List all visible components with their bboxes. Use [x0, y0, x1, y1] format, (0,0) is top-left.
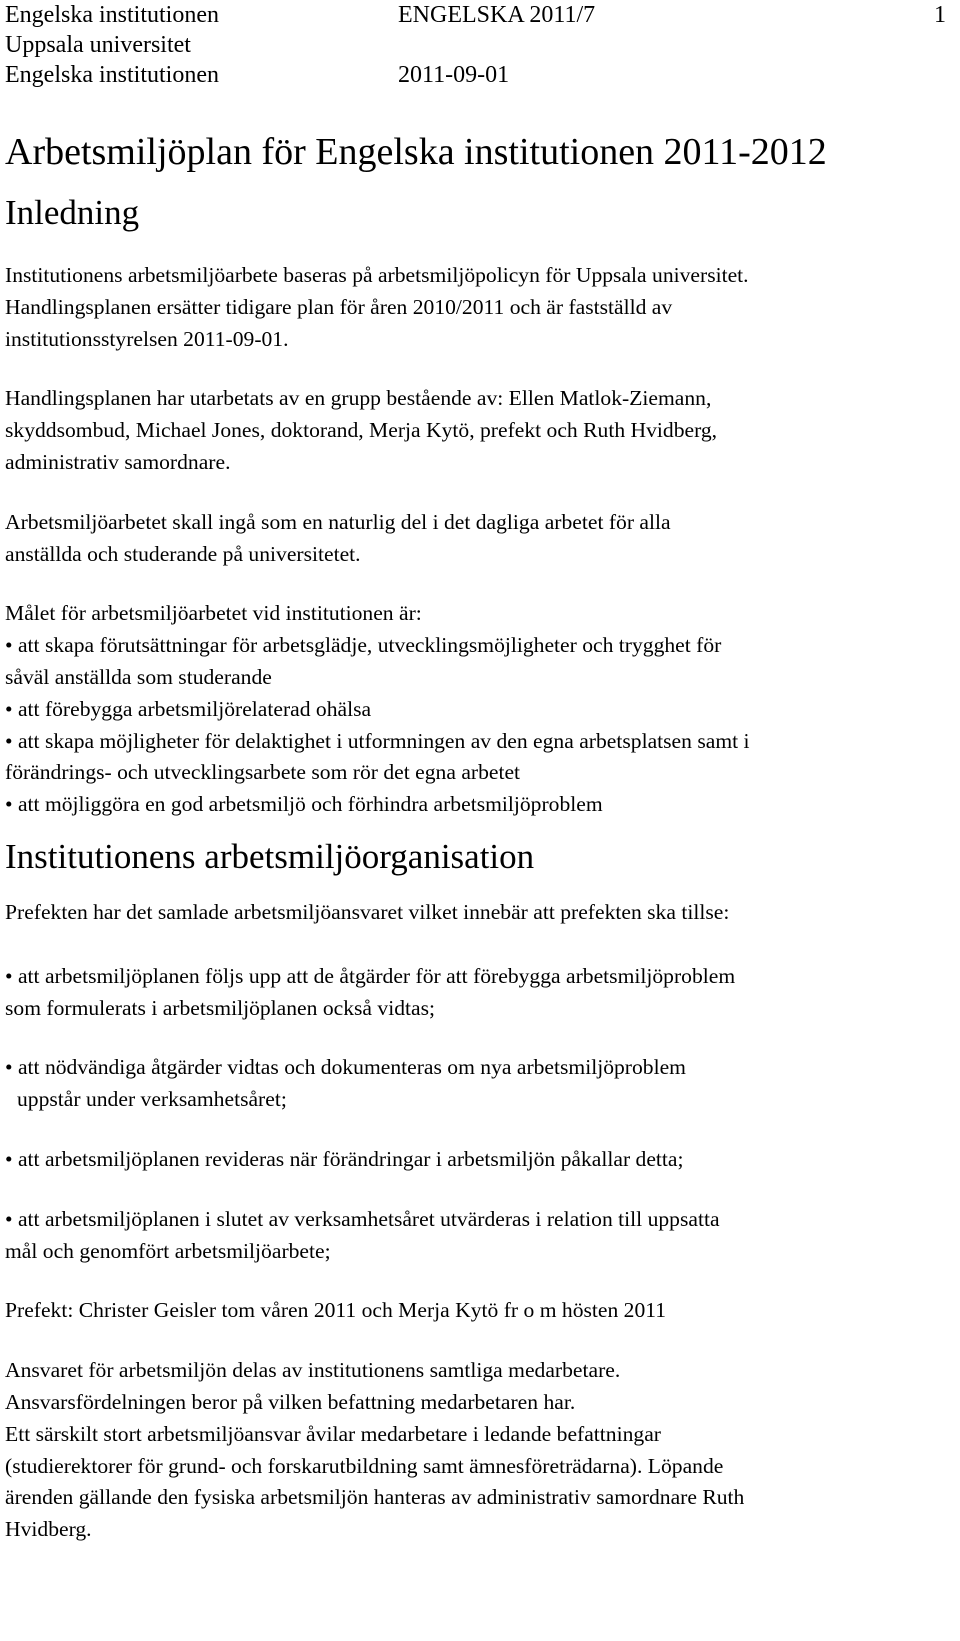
duty-bullet-item: • att nödvändiga åtgärder vidtas och dokumenteras om nya arbetsmiljöproblem — [5, 1055, 686, 1080]
duty-bullet-item: • att arbetsmiljöplanen i slutet av verksamhetsåret utvärderas i relation till uppsatta — [5, 1206, 720, 1231]
duty-bullet-item: • att arbetsmiljöplanen följs upp att de åtgärder för att förebygga arbetsmiljöproblem — [5, 963, 736, 988]
paragraph-line: skyddsombud, Michael Jones, doktorand, Merja Kytö, prefekt och Ruth Hvidberg, — [5, 418, 718, 443]
goal-bullet-item: • att möjliggöra en god arbetsmiljö och förhindra arbetsmiljöproblem — [5, 792, 603, 817]
responsibility-line: Ansvaret för arbetsmiljön delas av institutionens samtliga medarbetare. — [5, 1358, 621, 1383]
goal-bullet-item: • att skapa möjligheter för delaktighet i utformningen av den egna arbetsplatsen samt i — [5, 728, 750, 753]
paragraph-line: Arbetsmiljöarbetet skall ingå som en naturlig del i det dagliga arbetet för alla — [5, 509, 671, 534]
duty-bullet-continuation: uppstår under verksamhetsåret; — [17, 1087, 287, 1112]
duty-bullet-continuation: mål och genomfört arbetsmiljöarbete; — [5, 1238, 331, 1263]
responsibility-line: Ansvarsfördelningen beror på vilken befattning medarbetaren har. — [5, 1389, 576, 1414]
section-heading-inledning: Inledning — [5, 193, 140, 232]
document-body — [5, 128, 945, 1546]
responsibility-line: Ett särskilt stort arbetsmiljöansvar åvilar medarbetare i ledande befattningar — [5, 1421, 661, 1446]
header-left-line-3: Engelska institutionen — [5, 62, 219, 88]
page-number: 1 — [934, 2, 946, 28]
header-left-line-1: Engelska institutionen — [5, 2, 219, 28]
header-left-line-2: Uppsala universitet — [5, 32, 191, 58]
document-title: Arbetsmiljöplan för Engelska institutionen 2011-2012 — [5, 131, 827, 173]
prefekt-line: Prefekt: Christer Geisler tom våren 2011 och Merja Kytö fr o m hösten 2011 — [5, 1298, 667, 1323]
responsibility-line: Hvidberg. — [5, 1517, 92, 1542]
responsibility-line: ärenden gällande den fysiska arbetsmiljön hanteras av administrativ samordnare Ruth — [5, 1485, 745, 1510]
duty-bullet-continuation: som formulerats i arbetsmiljöplanen också vidtas; — [5, 995, 435, 1020]
paragraph-line: Handlingsplanen ersätter tidigare plan för åren 2010/2011 och är fastställd av — [5, 294, 673, 319]
paragraph-line: administrativ samordnare. — [5, 449, 231, 474]
header-date: 2011-09-01 — [398, 62, 510, 88]
paragraph-line: institutionsstyrelsen 2011-09-01. — [5, 326, 289, 351]
section-heading-organisation: Institutionens arbetsmiljöorganisation — [5, 836, 535, 876]
goal-bullet-continuation: såväl anställda som studerande — [5, 664, 272, 689]
responsibility-line: (studierektorer för grund- och forskarutbildning samt ämnesföreträdarna). Löpande — [5, 1453, 724, 1478]
goal-bullet-item: • att förebygga arbetsmiljörelaterad ohälsa — [5, 696, 372, 721]
header-document-id: ENGELSKA 2011/7 — [398, 2, 596, 28]
goals-lead: Målet för arbetsmiljöarbetet vid institutionen är: — [5, 601, 422, 626]
organisation-lead: Prefekten har det samlade arbetsmiljöansvaret vilket innebär att prefekten ska tillse: — [5, 899, 730, 924]
paragraph-line: anställda och studerande på universitetet. — [5, 541, 361, 566]
goal-bullet-item: • att skapa förutsättningar för arbetsglädje, utvecklingsmöjligheter och trygghet för — [5, 633, 722, 658]
paragraph-line: Institutionens arbetsmiljöarbete baseras på arbetsmiljöpolicyn för Uppsala universitet. — [5, 263, 749, 287]
duty-bullet-item: • att arbetsmiljöplanen revideras när förändringar i arbetsmiljön påkallar detta; — [5, 1146, 684, 1171]
goal-bullet-continuation: förändrings- och utvecklingsarbete som rör det egna arbetet — [5, 760, 521, 785]
paragraph-line: Handlingsplanen har utarbetats av en grupp bestående av: Ellen Matlok-Ziemann, — [5, 386, 712, 411]
